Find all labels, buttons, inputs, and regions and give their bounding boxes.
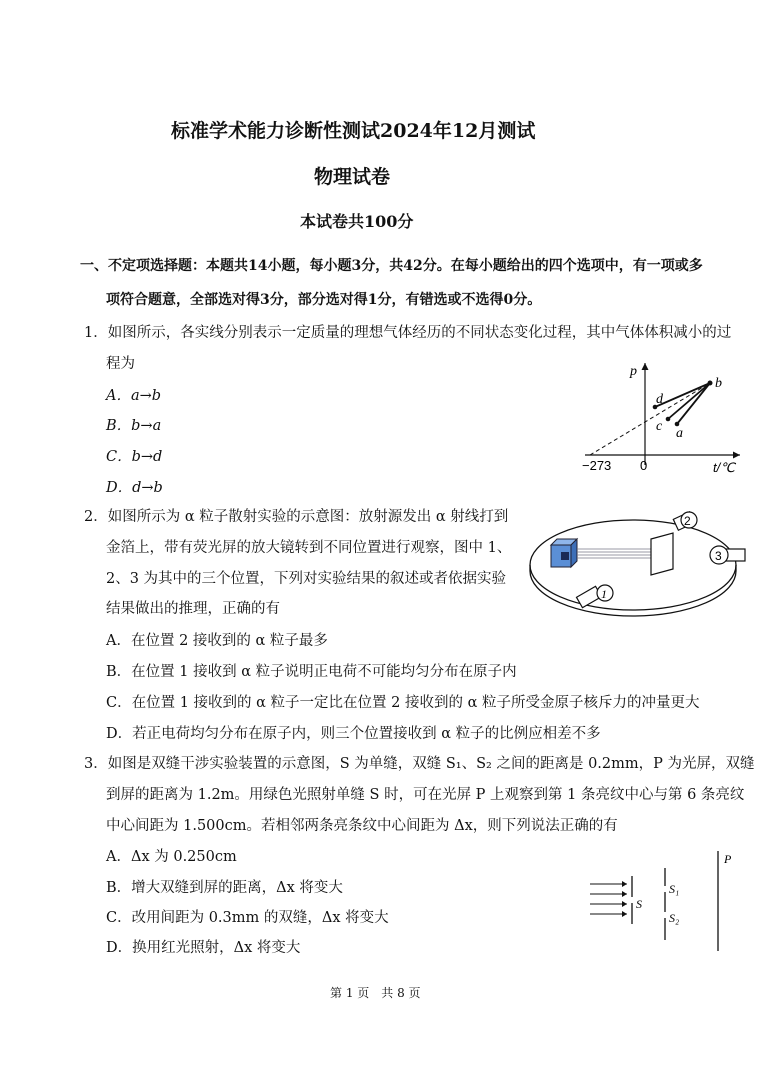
q2-stem-line2: 金箔上，带有荧光屏的放大镜转到不同位置进行观察，图中 1、 bbox=[106, 540, 512, 556]
page-footer: 第 1 页 共 8 页 bbox=[330, 986, 421, 1000]
q3-option-a: A．Δx 为 0.250cm bbox=[106, 849, 237, 865]
q1-option-a: A．a→b bbox=[106, 388, 162, 404]
q2-stem-line1: 2．如图所示为 α 粒子散射实验的示意图：放射源发出 α 射线打到 bbox=[84, 509, 509, 525]
a-label: a bbox=[676, 426, 683, 441]
ring-edge bbox=[530, 565, 736, 616]
c-label: c bbox=[656, 419, 663, 434]
q2-option-a: A．在位置 2 接收到的 α 粒子最多 bbox=[106, 633, 328, 649]
q3-option-d: D．换用红光照射，Δx 将变大 bbox=[106, 940, 301, 956]
q1-option-d: D．d→b bbox=[106, 480, 163, 496]
q1-option-b: B．b→a bbox=[106, 418, 162, 434]
q2-option-d: D．若正电荷均匀分布在原子内，则三个位置接收到 α 粒子的比例应相差不多 bbox=[106, 726, 601, 742]
q2-option-b: B．在位置 1 接收到 α 粒子说明正电荷不可能均匀分布在原子内 bbox=[106, 664, 517, 680]
line-cb bbox=[668, 383, 710, 419]
point-c bbox=[666, 417, 671, 422]
neg-tick-label: −273 bbox=[582, 458, 612, 473]
q2-stem-line4: 结果做出的推理，正确的有 bbox=[106, 601, 280, 617]
line-db bbox=[655, 383, 710, 407]
pos2-label: 2 bbox=[684, 514, 691, 528]
d-label: d bbox=[656, 392, 663, 407]
section1-line1: 一、不定项选择题：本题共14小题，每小题3分，共42分。在每小题给出的四个选项中，有一项或多 bbox=[80, 258, 703, 274]
q3-option-b: B．增大双缝到屏的距离，Δx 将变大 bbox=[106, 880, 343, 896]
q1-stem-line2: 程为 bbox=[106, 356, 135, 372]
dashed-extension bbox=[590, 383, 710, 455]
source-aperture bbox=[561, 552, 569, 560]
p-label: p bbox=[630, 364, 637, 379]
q3-stem-line3: 中心间距为 1.500cm。若相邻两条亮条纹中心间距为 Δx，则下列说法正确的有 bbox=[106, 818, 618, 834]
q1-stem-line1: 1．如图所示，各实线分别表示一定质量的理想气体经历的不同状态变化过程，其中气体体积减小的过 bbox=[84, 325, 732, 341]
S2-label: S₂ bbox=[669, 911, 680, 925]
pos1-label: 1 bbox=[601, 587, 607, 601]
t-axis-label: t/℃ bbox=[713, 460, 735, 475]
origin-label: 0 bbox=[640, 458, 648, 473]
P-label: P bbox=[724, 852, 732, 866]
pos3-label: 3 bbox=[715, 549, 722, 563]
point-b bbox=[708, 381, 713, 386]
b-label: b bbox=[715, 376, 722, 391]
gold-foil bbox=[651, 533, 673, 575]
q3-stem-line2: 到屏的距离为 1.2m。用绿色光照射单缝 S 时，可在光屏 P 上观察到第 1 条亮纹中心与第 6 条亮纹 bbox=[106, 787, 745, 803]
q3-stem-line1: 3．如图是双缝干涉实验装置的示意图，S 为单缝，双缝 S₁、S₂ 之间的距离是 0.2mm，P 为光屏，双缝 bbox=[84, 756, 755, 772]
q3-option-c: C．改用间距为 0.3mm 的双缝，Δx 将变大 bbox=[106, 910, 389, 926]
exam-title: 标准学术能力诊断性测试2024年12月测试 bbox=[171, 120, 536, 142]
q2-scattering-apparatus bbox=[523, 505, 753, 625]
S1-label: S₁ bbox=[669, 882, 680, 896]
q1-pt-graph bbox=[570, 355, 750, 480]
subject-title: 物理试卷 bbox=[314, 166, 391, 188]
q2-option-c: C．在位置 1 接收到的 α 粒子一定比在位置 2 接收到的 α 粒子所受金原子核斥力的冲量更大 bbox=[106, 695, 700, 711]
S-label: S bbox=[636, 897, 642, 911]
microscope-1 bbox=[576, 585, 613, 608]
line-ab bbox=[677, 383, 710, 424]
section1-line2: 项符合题意，全部选对得3分，部分选对得1分，有错选或不选得0分。 bbox=[106, 292, 542, 308]
q1-option-c: C．b→d bbox=[106, 449, 163, 465]
q3-double-slit-setup bbox=[585, 848, 745, 953]
q2-stem-line3: 2、3 为其中的三个位置，下列对实验结果的叙述或者依据实验 bbox=[106, 571, 507, 587]
total-score: 本试卷共100分 bbox=[300, 212, 414, 231]
